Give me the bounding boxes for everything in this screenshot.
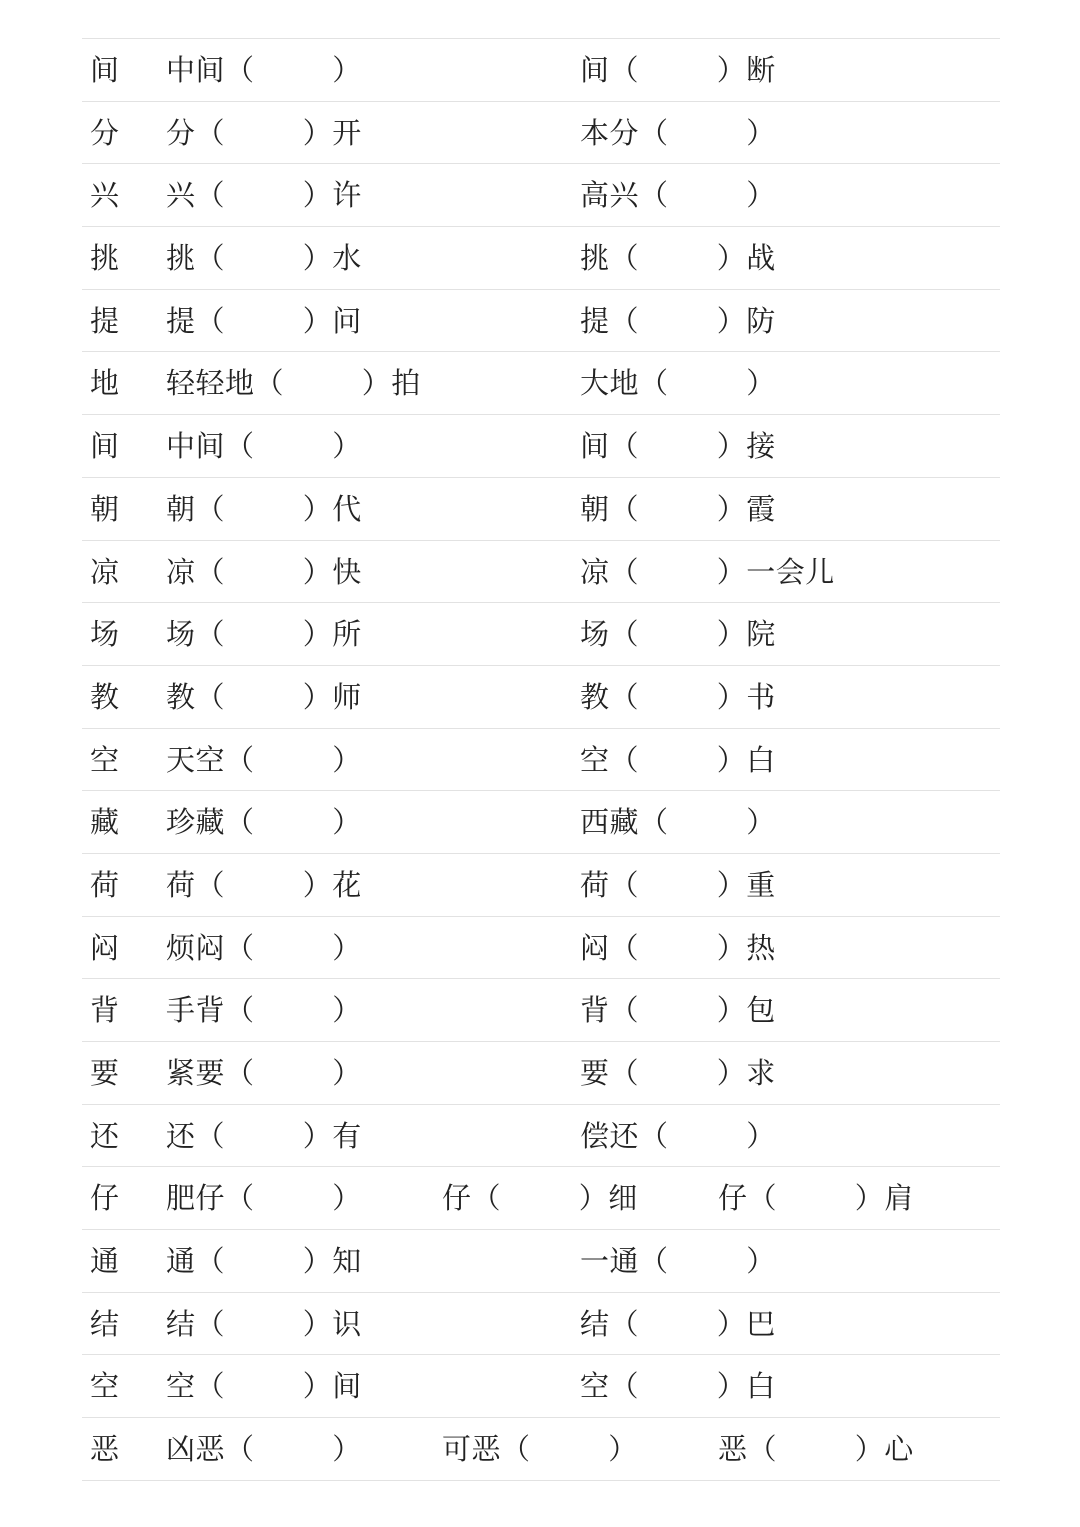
fill-in-blank-phrase: 要（ ）求 xyxy=(580,1056,776,1090)
fill-in-blank-phrase: 天空（ ） xyxy=(166,742,362,777)
fill-in-blank-phrase: 中间（ ） xyxy=(166,429,362,464)
fill-in-blank-phrase: 仔（ ）肩 xyxy=(718,1181,914,1216)
polyphone-worksheet xyxy=(82,38,1000,1481)
fill-in-blank-phrase: 高兴（ ） xyxy=(580,178,776,213)
fill-in-blank-phrase: 还（ ）有 xyxy=(166,1118,362,1153)
polyphone-character: 地 xyxy=(90,366,120,401)
worksheet-row xyxy=(82,917,1000,980)
fill-in-blank-phrase: 兴（ ）许 xyxy=(166,178,362,213)
polyphone-character: 还 xyxy=(90,1118,120,1153)
worksheet-row xyxy=(82,541,1000,604)
fill-in-blank-phrase: 教（ ）书 xyxy=(580,679,776,714)
worksheet-row xyxy=(82,39,1000,102)
fill-in-blank-phrase: 闷（ ）热 xyxy=(580,930,776,965)
fill-in-blank-phrase: 偿还（ ） xyxy=(580,1118,776,1153)
polyphone-character: 结 xyxy=(90,1306,120,1341)
polyphone-character: 分 xyxy=(90,115,120,150)
fill-in-blank-phrase: 珍藏（ ） xyxy=(166,805,362,840)
worksheet-row xyxy=(82,1355,1000,1418)
polyphone-character: 教 xyxy=(90,679,120,714)
fill-in-blank-phrase: 场（ ）院 xyxy=(580,617,776,652)
fill-in-blank-phrase: 凶恶（ ） xyxy=(166,1432,362,1467)
fill-in-blank-phrase: 大地（ ） xyxy=(580,366,776,401)
fill-in-blank-phrase: 烦闷（ ） xyxy=(166,930,362,965)
polyphone-character: 荷 xyxy=(90,867,120,902)
worksheet-row xyxy=(82,603,1000,666)
worksheet-row xyxy=(82,791,1000,854)
polyphone-character: 空 xyxy=(90,742,120,777)
worksheet-row xyxy=(82,979,1000,1042)
polyphone-character: 背 xyxy=(90,993,120,1028)
fill-in-blank-phrase: 荷（ ）重 xyxy=(580,867,776,902)
polyphone-character: 兴 xyxy=(90,178,120,213)
worksheet-row xyxy=(82,1293,1000,1356)
worksheet-row xyxy=(82,1418,1000,1481)
fill-in-blank-phrase: 仔（ ）细 xyxy=(442,1181,638,1216)
polyphone-character: 仔 xyxy=(90,1181,120,1216)
worksheet-row xyxy=(82,478,1000,541)
fill-in-blank-phrase: 背（ ）包 xyxy=(580,993,776,1028)
polyphone-character: 恶 xyxy=(90,1432,120,1467)
fill-in-blank-phrase: 提（ ）防 xyxy=(580,303,776,338)
worksheet-row xyxy=(82,1230,1000,1293)
fill-in-blank-phrase: 结（ ）巴 xyxy=(580,1306,776,1341)
fill-in-blank-phrase: 紧要（ ） xyxy=(166,1056,362,1090)
fill-in-blank-phrase: 挑（ ）水 xyxy=(166,241,362,276)
polyphone-character: 通 xyxy=(90,1244,120,1279)
polyphone-character: 朝 xyxy=(90,491,120,526)
fill-in-blank-phrase: 荷（ ）花 xyxy=(166,867,362,902)
worksheet-row xyxy=(82,1167,1000,1230)
worksheet-row xyxy=(82,227,1000,290)
worksheet-row xyxy=(82,1105,1000,1168)
fill-in-blank-phrase: 手背（ ） xyxy=(166,993,362,1028)
fill-in-blank-phrase: 凉（ ）快 xyxy=(166,554,362,589)
worksheet-row xyxy=(82,290,1000,353)
polyphone-character: 挑 xyxy=(90,241,120,276)
fill-in-blank-phrase: 朝（ ）代 xyxy=(166,491,362,526)
fill-in-blank-phrase: 可恶（ ） xyxy=(442,1432,638,1467)
polyphone-character: 凉 xyxy=(90,554,120,589)
fill-in-blank-phrase: 提（ ）问 xyxy=(166,303,362,338)
fill-in-blank-phrase: 朝（ ）霞 xyxy=(580,491,776,526)
worksheet-row xyxy=(82,164,1000,227)
fill-in-blank-phrase: 中间（ ） xyxy=(166,53,362,87)
polyphone-character: 间 xyxy=(90,53,120,87)
polyphone-character: 间 xyxy=(90,429,120,464)
fill-in-blank-phrase: 本分（ ） xyxy=(580,115,776,150)
fill-in-blank-phrase: 挑（ ）战 xyxy=(580,241,776,276)
worksheet-row xyxy=(82,666,1000,729)
fill-in-blank-phrase: 间（ ）断 xyxy=(580,53,776,87)
worksheet-row xyxy=(82,415,1000,478)
fill-in-blank-phrase: 空（ ）间 xyxy=(166,1369,362,1404)
fill-in-blank-phrase: 空（ ）白 xyxy=(580,742,776,777)
fill-in-blank-phrase: 肥仔（ ） xyxy=(166,1181,362,1216)
worksheet-row xyxy=(82,102,1000,165)
polyphone-character: 场 xyxy=(90,617,120,652)
fill-in-blank-phrase: 凉（ ）一会儿 xyxy=(580,554,835,589)
fill-in-blank-phrase: 分（ ）开 xyxy=(166,115,362,150)
fill-in-blank-phrase: 轻轻地（ ）拍 xyxy=(166,366,421,401)
polyphone-character: 闷 xyxy=(90,930,120,965)
fill-in-blank-phrase: 教（ ）师 xyxy=(166,679,362,714)
polyphone-character: 要 xyxy=(90,1056,120,1090)
worksheet-row xyxy=(82,352,1000,415)
worksheet-row xyxy=(82,854,1000,917)
worksheet-row xyxy=(82,1042,1000,1105)
polyphone-character: 空 xyxy=(90,1369,120,1404)
fill-in-blank-phrase: 通（ ）知 xyxy=(166,1244,362,1279)
fill-in-blank-phrase: 间（ ）接 xyxy=(580,429,776,464)
fill-in-blank-phrase: 西藏（ ） xyxy=(580,805,776,840)
polyphone-character: 提 xyxy=(90,303,120,338)
worksheet-row xyxy=(82,729,1000,792)
worksheet-rows xyxy=(82,39,1000,1481)
fill-in-blank-phrase: 结（ ）识 xyxy=(166,1306,362,1341)
fill-in-blank-phrase: 场（ ）所 xyxy=(166,617,362,652)
fill-in-blank-phrase: 一通（ ） xyxy=(580,1244,776,1279)
fill-in-blank-phrase: 空（ ）白 xyxy=(580,1369,776,1404)
polyphone-character: 藏 xyxy=(90,805,120,840)
fill-in-blank-phrase: 恶（ ）心 xyxy=(718,1432,914,1467)
